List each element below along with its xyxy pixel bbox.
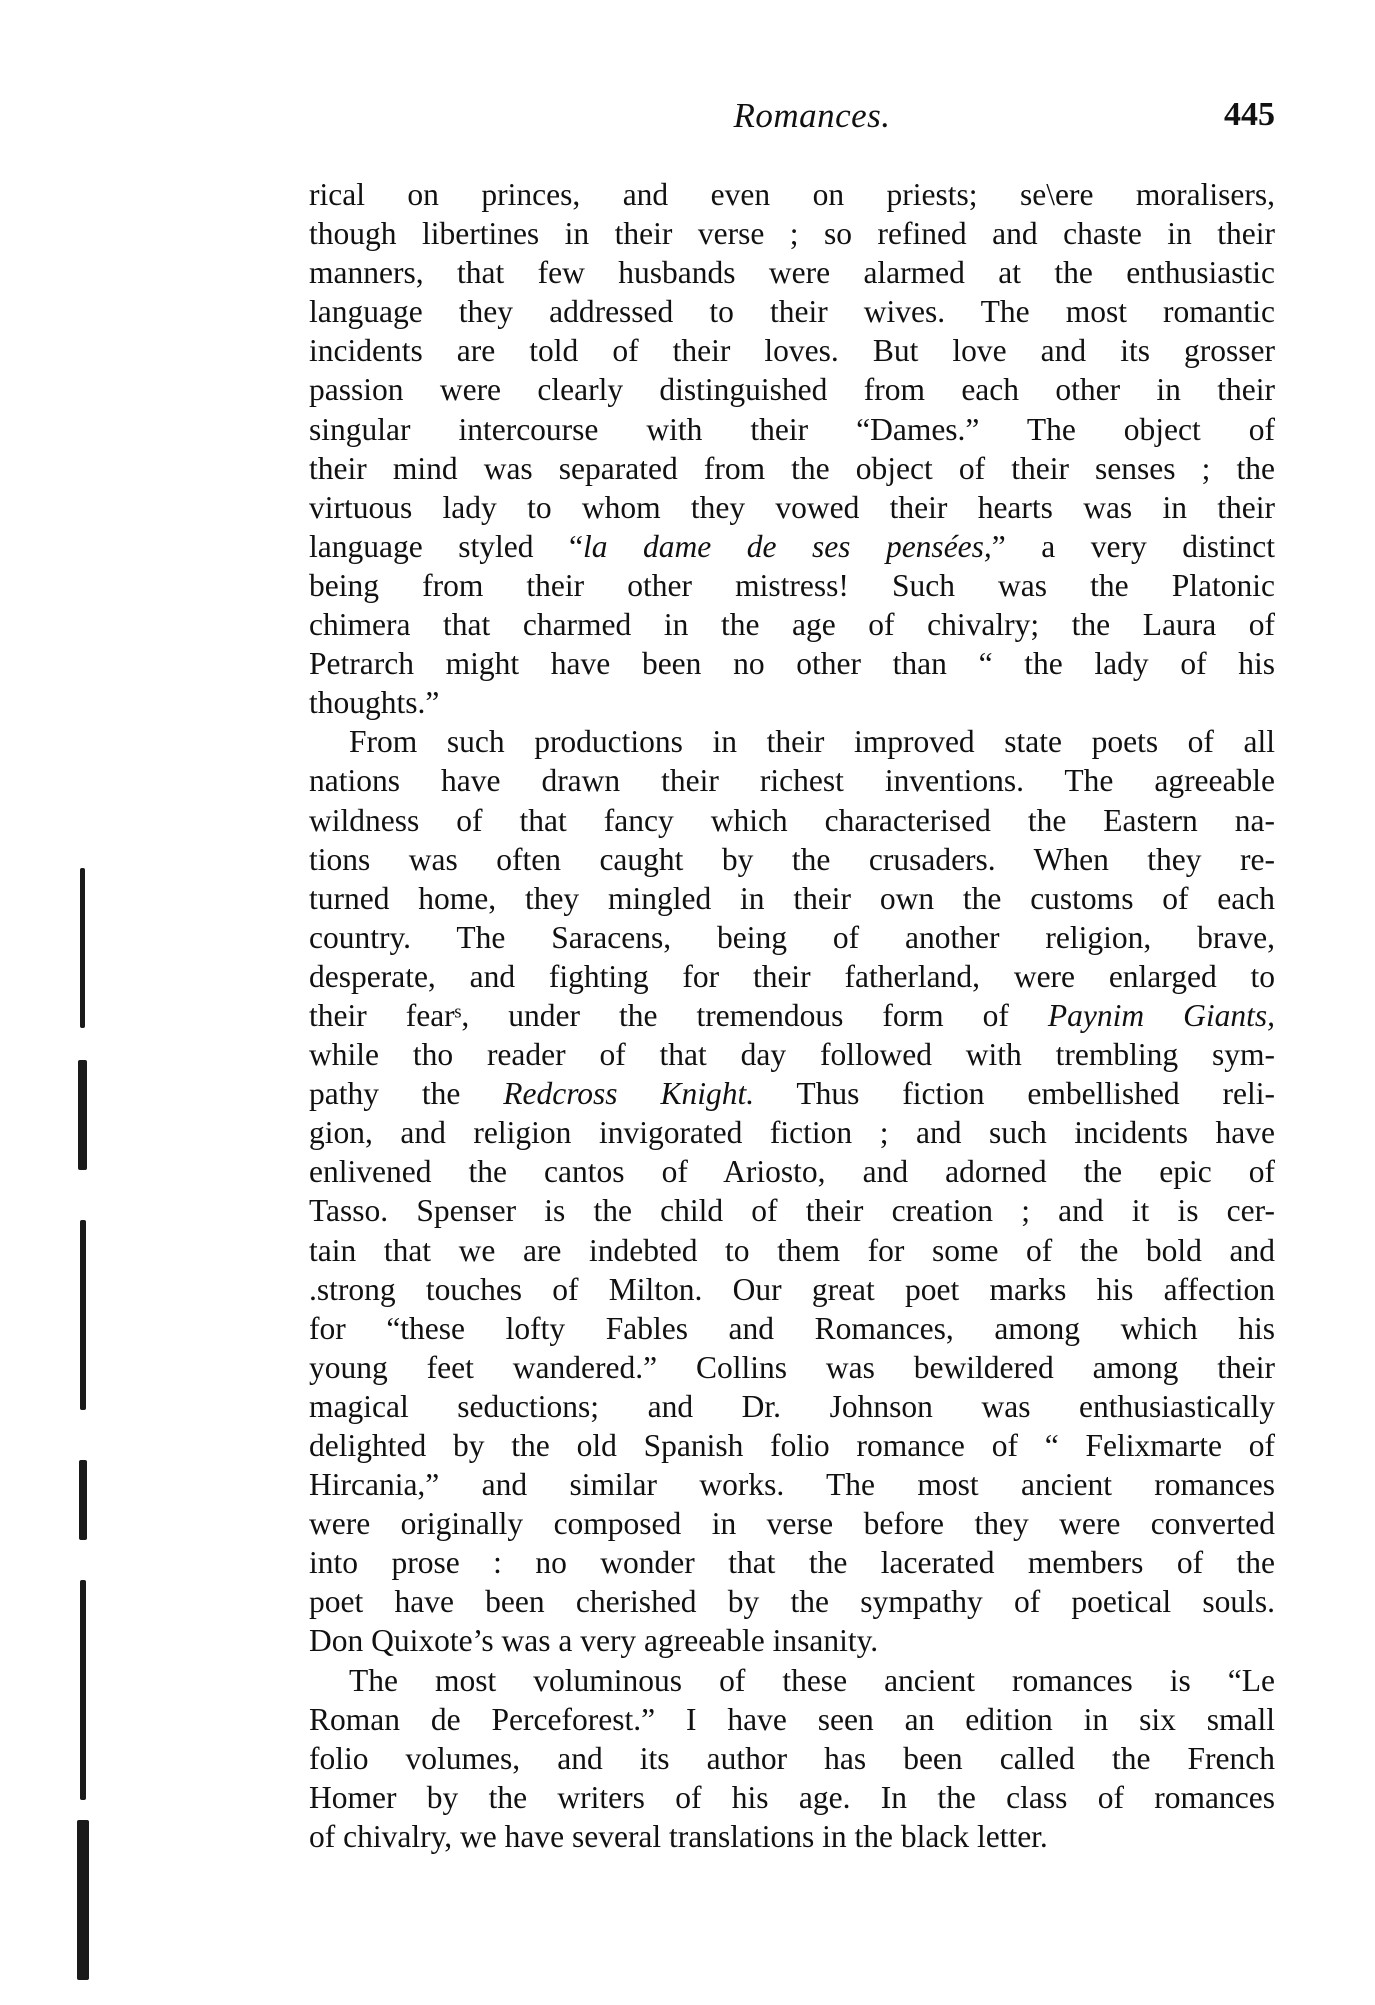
text-line (309, 683, 1275, 722)
text-run: into prose : no wonder that the lacerated members of the (309, 1545, 1275, 1581)
text-line (309, 253, 1275, 292)
text-run: of chivalry, we have several translations in the black letter. (309, 1818, 1048, 1854)
text-run: The most voluminous of these ancient romances is “Le (349, 1662, 1275, 1698)
italic-text-run: la dame de ses pensées, (582, 528, 992, 564)
text-line (309, 449, 1275, 488)
text-line (309, 1700, 1275, 1739)
text-line (309, 370, 1275, 409)
text-run: rical on princes, and even on priests; se\ere moralisers, (309, 177, 1275, 212)
text-line (309, 1739, 1275, 1778)
italic-text-run: Paynim Giants, (1047, 997, 1276, 1033)
text-run: tions was often caught by the crusaders. When they re- (309, 841, 1275, 877)
text-run: Petrarch might have been no other than “ the lady of his (309, 646, 1275, 682)
text-line (309, 1270, 1275, 1309)
text-run: pathy the (309, 1076, 504, 1112)
text-run: ” a very distinct (991, 528, 1276, 564)
text-line (309, 410, 1275, 449)
text-line (309, 801, 1275, 840)
text-run: desperate, and fighting for their fatherland, were enlarged to (309, 958, 1275, 994)
page-header (309, 96, 1275, 146)
text-run: Hircania,” and similar works. The most ancient romances (309, 1467, 1275, 1503)
binding-shadow (76, 860, 106, 1990)
text-run: incidents are told of their loves. But love and its grosser (309, 333, 1275, 369)
text-run: Tasso. Spenser is the child of their creation ; and it is cer- (309, 1193, 1275, 1229)
text-run: chimera that charmed in the age of chivalry; the Laura of (309, 607, 1275, 643)
text-line (309, 1074, 1275, 1113)
text-line (309, 918, 1275, 957)
text-run: enlivened the cantos of Ariosto, and adorned the epic of (309, 1154, 1275, 1190)
text-line (309, 644, 1275, 683)
text-line (309, 996, 1275, 1035)
running-title: Romances. (733, 96, 891, 135)
text-run: passion were clearly distinguished from each other in their (309, 372, 1275, 408)
text-line (309, 1035, 1275, 1074)
text-line (309, 214, 1275, 253)
text-run: delighted by the old Spanish folio romance of “ Felixmarte of (309, 1428, 1275, 1463)
text-line (309, 1348, 1275, 1387)
text-run: young feet wandered.” Collins was bewildered among their (309, 1349, 1275, 1385)
paragraph (309, 1661, 1275, 1856)
italic-text-run: Redcross Knight. (503, 1076, 755, 1112)
text-line (309, 1426, 1275, 1465)
text-run: nations have drawn their richest inventions. The agreeable (309, 763, 1275, 799)
body-text (309, 175, 1275, 1856)
text-line (309, 1113, 1275, 1152)
text-run: language styled “ (309, 528, 583, 564)
text-line (309, 566, 1275, 605)
text-run: tain that we are indebted to them for some of the bold and (309, 1232, 1275, 1268)
text-line (309, 1504, 1275, 1543)
text-run: manners, that few husbands were alarmed at the enthusiastic (309, 255, 1275, 291)
text-line (309, 879, 1275, 918)
text-line (309, 1465, 1275, 1504)
text-line (309, 1191, 1275, 1230)
text-line (309, 488, 1275, 527)
text-line (309, 1231, 1275, 1270)
text-run: thoughts.” (309, 685, 440, 721)
text-line (309, 527, 1275, 566)
text-run: Homer by the writers of his age. In the class of romances (309, 1779, 1275, 1815)
text-line (309, 761, 1275, 800)
text-run: folio volumes, and its author has been called the French (309, 1740, 1275, 1776)
text-run: Don Quixote’s was a very agreeable insanity. (309, 1623, 879, 1659)
paragraph (309, 722, 1275, 1660)
text-run: language they addressed to their wives. The most romantic (309, 294, 1275, 330)
text-line (309, 1582, 1275, 1621)
text-run: while tho reader of that day followed with trembling sym- (309, 1037, 1275, 1073)
text-run: were originally composed in verse before they were converted (309, 1506, 1275, 1542)
text-run: virtuous lady to whom they vowed their hearts was in their (309, 489, 1275, 525)
text-line (309, 1387, 1275, 1426)
text-line (309, 1309, 1275, 1348)
text-run: country. The Saracens, being of another religion, brave, (309, 919, 1275, 955)
text-run: for “these lofty Fables and Romances, among which his (309, 1310, 1275, 1346)
text-line (309, 1778, 1275, 1817)
text-run: From such productions in their improved state poets of all (349, 724, 1275, 760)
text-run: poet have been cherished by the sympathy of poetical souls. (309, 1584, 1275, 1620)
text-run: their fearˢ, under the tremendous form of (309, 997, 1048, 1033)
text-line (309, 1817, 1275, 1856)
text-line (309, 605, 1275, 644)
text-run: wildness of that fancy which characterised the Eastern na- (309, 802, 1275, 838)
text-line (309, 840, 1275, 879)
text-line (309, 1621, 1275, 1660)
text-run: singular intercourse with their “Dames.” The object of (309, 411, 1275, 447)
text-line (309, 292, 1275, 331)
text-run: gion, and religion invigorated fiction ; and such incidents have (309, 1115, 1275, 1151)
text-run: magical seductions; and Dr. Johnson was enthusiastically (309, 1388, 1275, 1424)
text-run: .strong touches of Milton. Our great poet marks his affection (309, 1271, 1275, 1307)
text-line (309, 957, 1275, 996)
text-line (309, 175, 1275, 214)
text-run: their mind was separated from the object of their senses ; the (309, 450, 1275, 486)
text-run: Roman de Perceforest.” I have seen an edition in six small (309, 1701, 1275, 1737)
text-line (309, 331, 1275, 370)
text-line (309, 722, 1275, 761)
text-run: being from their other mistress! Such was the Platonic (309, 567, 1275, 603)
text-line (309, 1543, 1275, 1582)
text-line (309, 1152, 1275, 1191)
text-run: Thus fiction embellished reli- (754, 1076, 1275, 1112)
text-run: turned home, they mingled in their own the customs of each (309, 880, 1275, 916)
text-run: though libertines in their verse ; so refined and chaste in their (309, 216, 1275, 252)
text-line (309, 1661, 1275, 1700)
paragraph (309, 175, 1275, 722)
page-number: 445 (1224, 96, 1275, 133)
